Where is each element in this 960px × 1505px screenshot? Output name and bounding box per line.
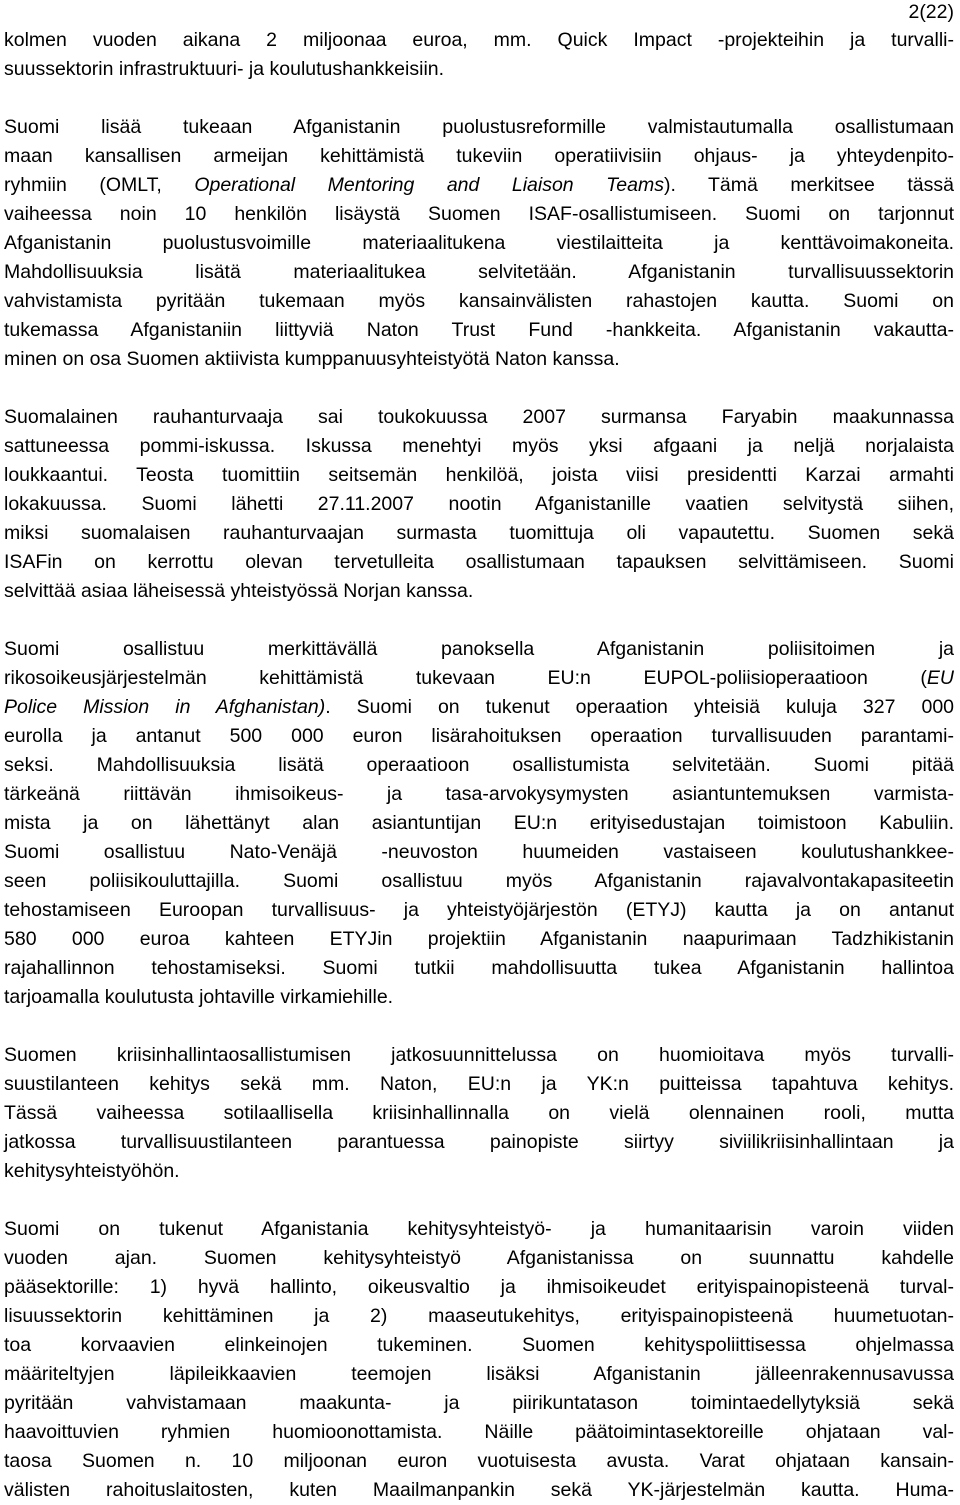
text-line: eurolla ja antanut 500 000 euron lisärahoituksen operaation turvallisuuden parantami- <box>4 725 954 747</box>
text-span: rikosoikeusjärjestelmän kehittämistä tukevaan EU:n EUPOL-poliisioperaatioon ( <box>4 667 927 689</box>
text-line: toa korvaavien elinkeinojen tukeminen. Suomen kehityspoliittisessa ohjelmassa <box>4 1334 954 1356</box>
text-span: ryhmiin (OMLT, <box>4 174 195 196</box>
italic-text: Operational Mentoring and Liaison Teams <box>194 174 664 196</box>
text-line: seksi. Mahdollisuuksia lisätä operaatioon osallistumista selvitetään. Suomi pitää <box>4 754 954 776</box>
text-line: rajahallinnon tehostamiseksi. Suomi tutkii mahdollisuutta tukea Afganistanin hallintoa <box>4 957 954 979</box>
text-line <box>4 171 954 200</box>
text-line: lisuussektorin kehittäminen ja 2) maaseutukehitys, erityispainopisteenä huumetuotan- <box>4 1305 954 1327</box>
text-line: vuoden ajan. Suomen kehitysyhteistyö Afganistanissa on suunnattu kahdelle <box>4 1247 954 1269</box>
text-line: taosa Suomen n. 10 miljoonan euron vuotuisesta avusta. Varat ohjataan kansain- <box>4 1450 954 1472</box>
text-line: 580 000 euroa kahteen ETYJin projektiin Afganistanin naapurimaan Tadzhikistanin <box>4 928 954 950</box>
page-number: 2(22) <box>908 1 954 23</box>
text-line: suussektorin infrastruktuuri- ja koulutushankkeisiin. <box>4 58 445 80</box>
text-line: sattuneessa pommi-iskussa. Iskussa menehtyi myös yksi afgaani ja neljä norjalaista <box>4 435 954 457</box>
italic-text: EU <box>926 667 954 689</box>
text-line: Suomi osallistuu merkittävällä panoksella Afganistanin poliisitoimen ja <box>4 638 954 660</box>
text-line: minen on osa Suomen aktiivista kumppanuusyhteistyötä Naton kanssa. <box>4 348 620 370</box>
text-line: määriteltyjen läpileikkaavien teemojen lisäksi Afganistanin jälleenrakennusavussa <box>4 1363 954 1385</box>
text-line: haavoittuvien ryhmien huomioonottamista. Näille päätoimintasektoreille ohjataan val- <box>4 1421 954 1443</box>
text-line: kehitysyhteistyöhön. <box>4 1160 180 1182</box>
text-line: suustilanteen kehitys sekä mm. Naton, EU:n ja YK:n puitteissa tapahtuva kehitys. <box>4 1073 954 1095</box>
text-line: Suomi on tukenut Afganistania kehitysyhteistyö- ja humanitaarisin varoin viiden <box>4 1218 954 1240</box>
text-line: Suomi lisää tukeaan Afganistanin puolustusreformille valmistautumalla osallistumaan <box>4 116 954 138</box>
text-line: pääsektorille: 1) hyvä hallinto, oikeusvaltio ja ihmisoikeudet erityispainopisteenä turval- <box>4 1276 954 1298</box>
text-line: Suomi osallistuu Nato-Venäjä -neuvoston huumeiden vastaiseen koulutushankkee- <box>4 841 954 863</box>
text-line: Afganistanin puolustusvoimille materiaalitukena viestilaitteita ja kenttävoimakoneita. <box>4 232 954 254</box>
text-line: jatkossa turvallisuustilanteen parantuessa painopiste siirtyy siviilikriisinhallintaan ja <box>4 1131 954 1153</box>
text-line: ISAFin on kerrottu olevan tervetulleita osallistumaan tapauksen selvittämiseen. Suomi <box>4 551 954 573</box>
text-line: Suomen kriisinhallintaosallistumisen jatkosuunnittelussa on huomioitava myös turvalli- <box>4 1044 954 1066</box>
paragraph-gap <box>4 1012 954 1041</box>
text-line: selvittää asiaa läheisessä yhteistyössä Norjan kanssa. <box>4 580 474 602</box>
text-line: Mahdollisuuksia lisätä materiaalitukea selvitetään. Afganistanin turvallisuussektorin <box>4 261 954 283</box>
document-body <box>4 26 954 1505</box>
text-line: lokakuussa. Suomi lähetti 27.11.2007 nootin Afganistanille vaatien selvitystä siihen, <box>4 493 954 515</box>
text-line: tehostamiseen Euroopan turvallisuus- ja yhteistyöjärjestön (ETYJ) kautta ja on antanut <box>4 899 954 921</box>
text-line: tarjoamalla koulutusta johtaville virkamiehille. <box>4 986 394 1008</box>
text-line: miksi suomalaisen rauhanturvaajan surmasta tuomittuja oli vapautettu. Suomen sekä <box>4 522 954 544</box>
paragraph-gap <box>4 84 954 113</box>
text-span: ). Tämä merkitsee tässä <box>663 174 954 196</box>
text-line: pyritään vahvistamaan maakunta- ja piirikuntatason toimintaedellytyksiä sekä <box>4 1392 954 1414</box>
text-line <box>4 664 954 693</box>
paragraph-gap <box>4 1186 954 1215</box>
text-line: loukkaantui. Teosta tuomittiin seitsemän henkilöä, joista viisi presidentti Karzai armahti <box>4 464 954 486</box>
text-line: tärkeänä riittävän ihmisoikeus- ja tasa-arvokysymysten asiantuntemuksen varmista- <box>4 783 954 805</box>
text-line: mista ja on lähettänyt alan asiantuntijan EU:n erityisedustajan toimistoon Kabuliin. <box>4 812 954 834</box>
text-line: Tässä vaiheessa sotilaallisella kriisinhallinnalla on vielä olennainen rooli, mutta <box>4 1102 954 1124</box>
text-line: kolmen vuoden aikana 2 miljoonaa euroa, mm. Quick Impact -projekteihin ja turvalli- <box>4 29 954 51</box>
paragraph-gap <box>4 606 954 635</box>
italic-text: Police Mission in Afghanistan) <box>4 696 326 718</box>
text-span: . Suomi on tukenut operaation yhteisiä kuluja 327 000 <box>325 696 955 718</box>
text-line: tukemassa Afganistaniin liittyviä Naton Trust Fund -hankkeita. Afganistanin vakautta- <box>4 319 954 341</box>
text-line: vahvistamista pyritään tukemaan myös kansainvälisten rahastojen kautta. Suomi on <box>4 290 954 312</box>
text-line: vaiheessa noin 10 henkilön lisäystä Suomen ISAF-osallistumiseen. Suomi on tarjonnut <box>4 203 954 225</box>
text-line <box>4 693 954 722</box>
text-line: Suomalainen rauhanturvaaja sai toukokuussa 2007 surmansa Faryabin maakunnassa <box>4 406 954 428</box>
text-line: maan kansallisen armeijan kehittämistä tukeviin operatiivisiin ohjaus- ja yhteydenpito- <box>4 145 954 167</box>
text-line: seen poliisikouluttajilla. Suomi osallistuu myös Afganistanin rajavalvontakapasiteetin <box>4 870 954 892</box>
text-line: välisten rahoituslaitosten, kuten Maailmanpankin sekä YK-järjestelmän kautta. Huma- <box>4 1479 954 1501</box>
paragraph-gap <box>4 374 954 403</box>
